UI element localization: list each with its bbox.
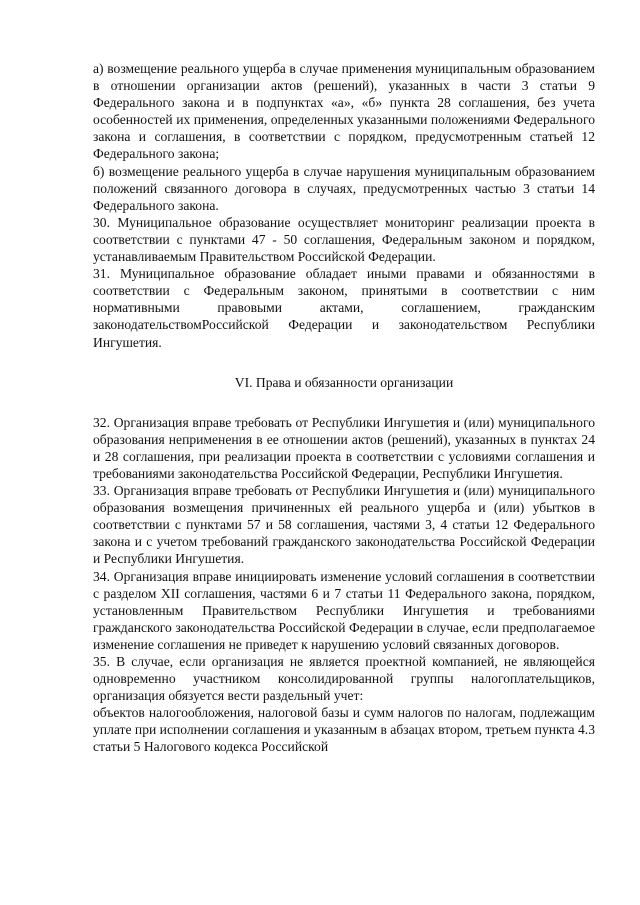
section-heading: VI. Права и обязанности организации <box>234 374 454 390</box>
paragraph-33: 33. Организация вправе требовать от Республики Ингушетия и (или) муниципального образования возмещения причиненных ей реального ущерба и (или) убытков в соответствии с пунктами 57 и 58 соглашения, частями 3, 4 статьи 12 Федерального закона и с учетом требований гражданского законодательства Российской Федерации и Республики Ингушетия. <box>93 483 595 567</box>
paragraph-30: 30. Муниципальное образование осуществляет мониторинг реализации проекта в соответствии с пунктами 47 - 50 соглашения, Федеральным законом и порядком, устанавливаемым Правительством Российской Федерации. <box>93 214 595 265</box>
paragraph-34: 34. Организация вправе инициировать изменение условий соглашения в соответствии с разделом XII соглашения, частями 6 и 7 статьи 11 Федерального закона, порядком, установленным Правительством Республики Ингушетия и требованиями гражданского законодательства Российской Федерации в случае, если предполагаемое изменение соглашения не приведет к нарушению условий связанных договоров. <box>93 568 595 652</box>
paragraph-32: 32. Организация вправе требовать от Республики Ингушетия и (или) муниципального образования неприменения в ее отношении актов (решений), указанных в пунктах 24 и 28 соглашения, при реализации проекта в соответствии с условиями соглашения и требованиями законодательства Российской Федерации, Республики Ингушетия. <box>93 414 595 481</box>
section-1-body <box>93 60 595 351</box>
paragraph-35-continued: объектов налогообложения, налоговой базы и сумм налогов по налогам, подлежащим уплате при исполнении соглашения и указанным в абзацах втором, третьем пункта 4.3 статьи 5 Налогового кодекса Российской <box>93 705 595 755</box>
paragraph-31: 31. Муниципальное образование обладает иными правами и обязанностями в соответствии с Федеральным законом, принятыми в соответствии с ним нормативными правовыми актами, соглашением, гражданским законодательствомРоссийской Федерации и законодательством Республики Ингушетия. <box>93 266 595 350</box>
section-6-body <box>93 414 595 756</box>
paragraph-29b: б) возмещение реального ущерба в случае нарушения муниципальным образованием положений связанного договора в случаях, предусмотренных частью 3 статьи 14 Федерального закона. <box>93 163 595 213</box>
paragraph-29a: а) возмещение реального ущерба в случае применения муниципальным образованием в отношении организации актов (решений), указанных в части 3 статьи 9 Федерального закона и в подпунктах «а», «б» пункта 28 соглашения, без учета особенностей их применения, определенных указанными положениями Федерального закона и соглашения, в соответствии с порядком, предусмотренным статьей 12 Федерального закона; <box>93 61 595 162</box>
paragraph-35: 35. В случае, если организация не является проектной компанией, не являющейся одновременно участником консолидированной группы налогоплательщиков, организация обязуется вести раздельный учет: <box>93 654 595 704</box>
